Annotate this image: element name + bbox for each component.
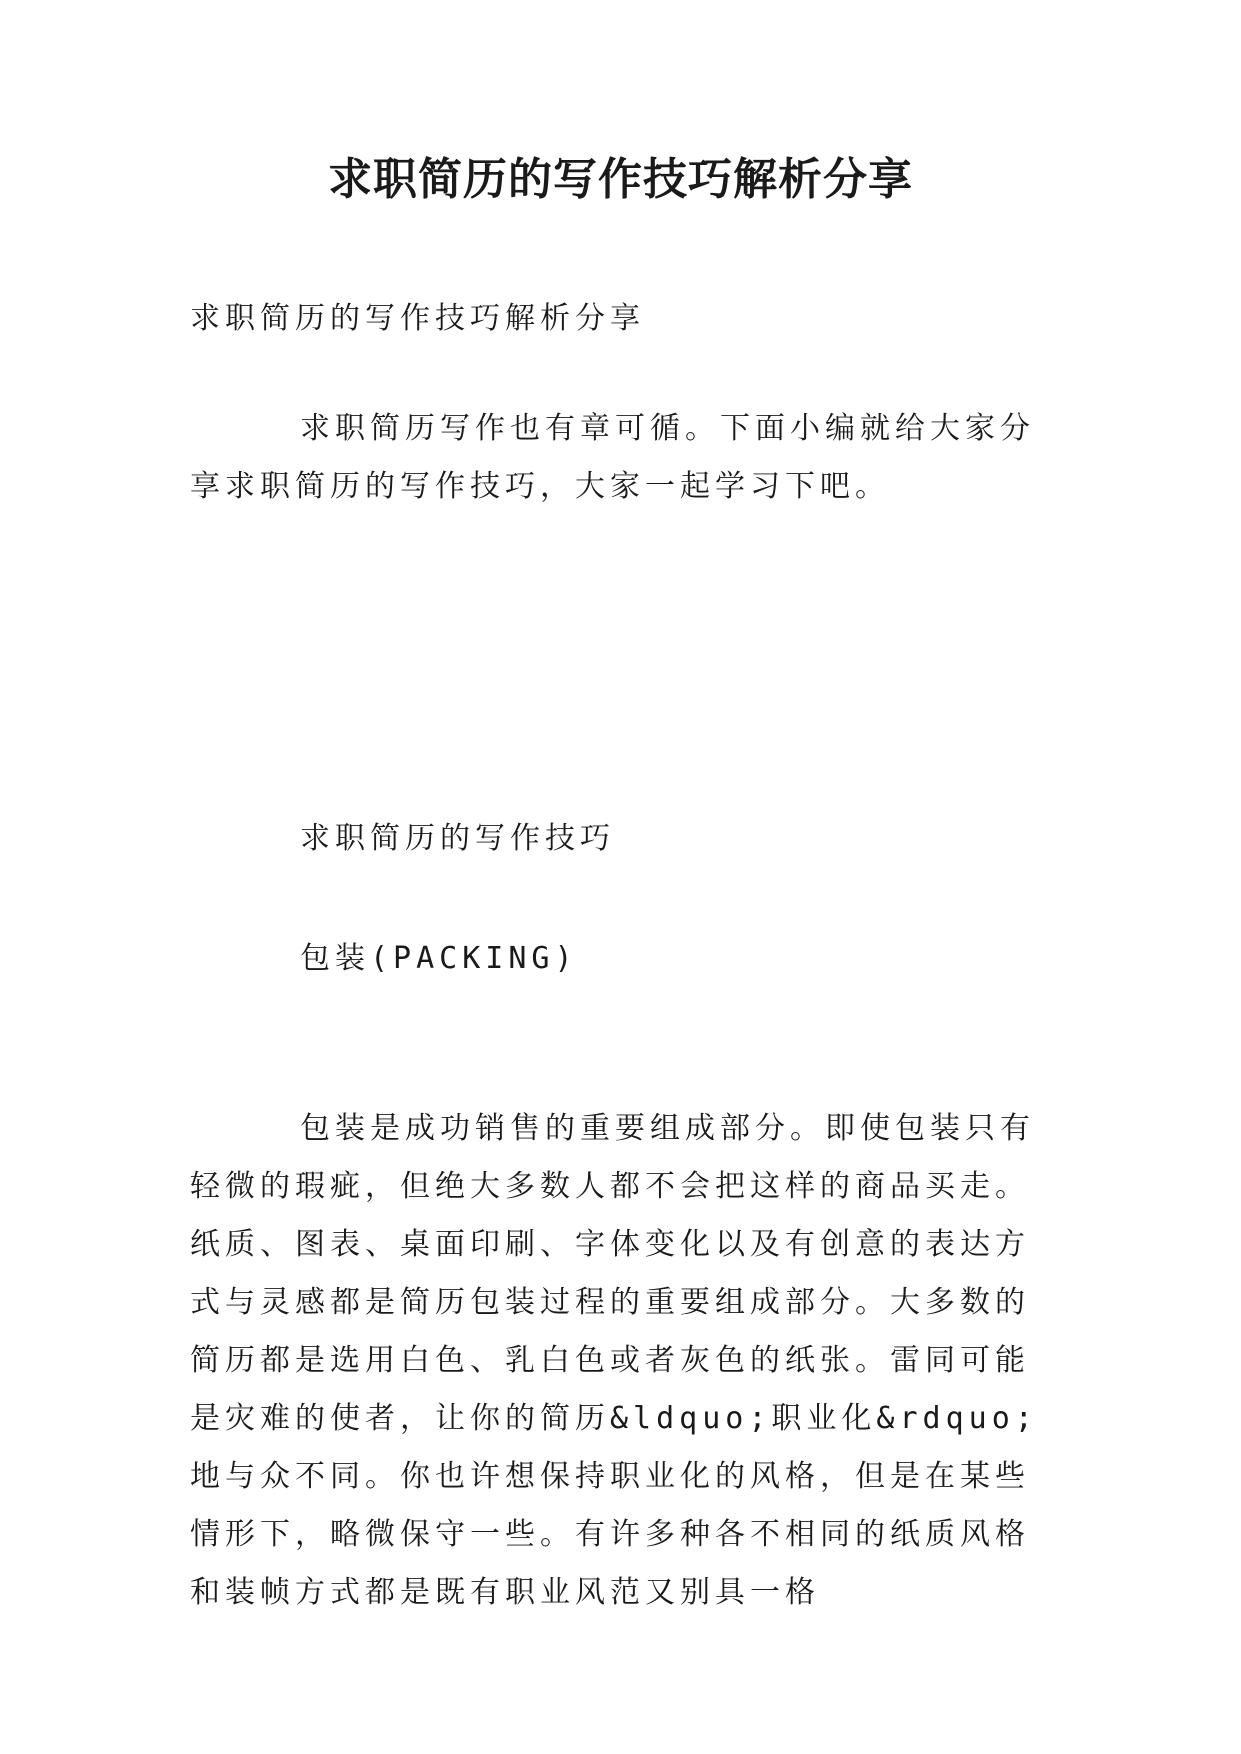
body-paragraph: 包装是成功销售的重要组成部分。即使包装只有轻微的瑕疵，但绝大多数人都不会把这样的商品买走。纸质、图表、桌面印刷、字体变化以及有创意的表达方式与灵感都是简历包装过程的重要组成部分。大多数的简历都是选用白色、乳白色或者灰色的纸张。雷同可能是灾难的使者，让你的简历&ldquo;职业化&rdquo;地与众不同。你也许想保持职业化的风格，但是在某些情形下，略微保守一些。有许多种各不相同的纸质风格和装帧方式都是既有职业风范又别具一格	[190, 1111, 1038, 1610]
subsection-heading: 包装(PACKING)	[300, 941, 578, 976]
document-subtitle: 求职简历的写作技巧解析分享	[190, 301, 645, 336]
intro-paragraph: 求职简历写作也有章可循。下面小编就给大家分享求职简历的写作技巧，大家一起学习下吧。	[190, 411, 1035, 504]
document-title: 求职简历的写作技巧解析分享	[328, 154, 913, 205]
section-heading: 求职简历的写作技巧	[300, 821, 615, 856]
